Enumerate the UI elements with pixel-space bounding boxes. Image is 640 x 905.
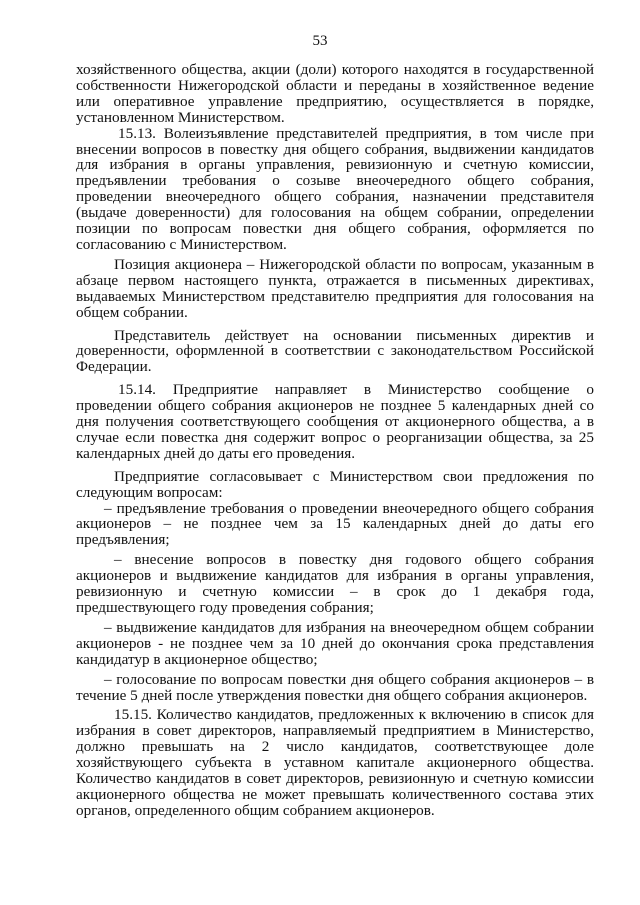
paragraph-shareholder-position: Позиция акционера – Нижегородской области по вопросам, указанным в абзаце первом настоящего пункта, отражается в письменных директивах, выдаваемых Министерством представителю предприятия для голосования на общем собрании. — [76, 255, 594, 321]
paragraph-agreement-intro: Предприятие согласовывает с Министерством свои предложения по следующим вопросам: — [76, 467, 594, 501]
list-item-candidates-extraordinary: – выдвижение кандидатов для избрания на внеочередном общем собрании акционеров - не позднее чем за 10 дней до окончания срока представления кандидатур в акционерное общество; — [76, 618, 594, 668]
paragraph-representative: Представитель действует на основании письменных директив и доверенности, оформленной в соответствии с законодательством Российской Федерации. — [76, 326, 594, 376]
list-item-voting: – голосование по вопросам повестки дня общего собрания акционеров – в течение 5 дней после утверждения повестки дня общего собрания акционеров. — [76, 670, 594, 704]
page-number: 53 — [312, 33, 328, 49]
document-body — [76, 62, 594, 819]
list-item-agenda-annual: – внесение вопросов в повестку дня годового общего собрания акционеров и выдвижение кандидатов для избрания в органы управления, ревизионную и счетную комиссии – в срок до 1 декабря года, предшествующего году проведения собрания; — [76, 551, 594, 616]
paragraph-continuation: хозяйственного общества, акции (доли) которого находятся в государственной собственности Нижегородской области и переданы в хозяйственное ведение или оперативное управление предприятию, осуществляется в порядке, установленном Министерством. — [76, 61, 594, 126]
paragraph-15-15: 15.15. Количество кандидатов, предложенных к включению в список для избрания в совет директоров, направляемый предприятием в Министерство, должно превышать на 2 число кандидатов, соответствующее доле хозяйствующего субъекта в уставном капитале акционерного общества. Количество кандидатов в совет директоров, ревизионную и счетную комиссии акционерного общества не может превышать количественного состава этих органов, определенного общим собранием акционеров. — [76, 706, 594, 819]
paragraph-15-14: 15.14. Предприятие направляет в Министерство сообщение о проведении общего собрания акционеров не позднее 5 календарных дней со дня получения соответствующего сообщения от акционерного общества, а в случае если повестка дня содержит вопрос о реорганизации общества, за 25 календарных дней до даты его проведения. — [76, 381, 594, 462]
paragraph-15-13: 15.13. Волеизъявление представителей предприятия, в том числе при внесении вопросов в повестку дня общего собрания, выдвижении кандидатов для избрания в органы управления, ревизионную и счетную комиссии, предъявлении требования о созыве внеочередного общего собрания, проведении внеочередного общего собрания, назначении представителя (выдаче доверенности) для голосования на общем собрании, определении позиции по вопросам повестки дня общего собрания, оформляется по согласованию с Министерством. — [76, 124, 594, 253]
list-item-extraordinary-meeting: – предъявление требования о проведении внеочередного общего собрания акционеров – не позднее чем за 15 календарных дней до даты его предъявления; — [76, 499, 594, 549]
